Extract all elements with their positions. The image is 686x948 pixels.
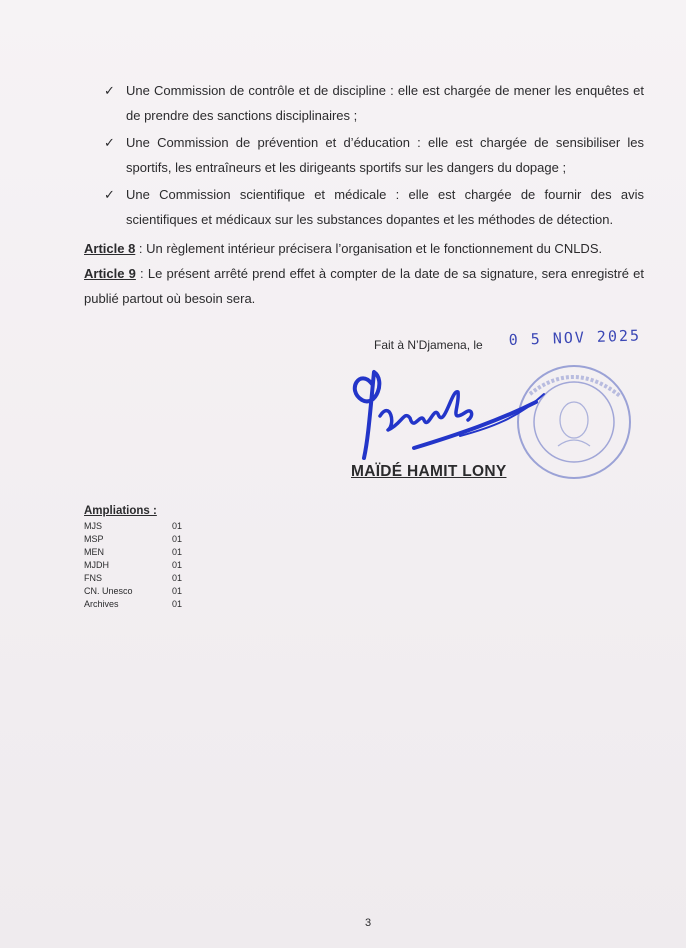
list-item xyxy=(104,78,644,128)
list-item xyxy=(84,559,182,572)
ampliation-count: 01 xyxy=(171,586,182,596)
commission-list xyxy=(104,78,644,234)
list-item-text: Une Commission de contrôle et de discipline : elle est chargée de mener les enquêtes et de prendre des sanctions disciplinaires ; xyxy=(126,83,644,123)
list-item xyxy=(84,598,182,611)
article-9-label: Article 9 xyxy=(84,266,136,281)
check-icon: ✓ xyxy=(104,187,115,202)
check-icon: ✓ xyxy=(104,135,115,150)
ampliation-count: 01 xyxy=(171,534,182,544)
article-9 xyxy=(84,261,644,311)
list-item xyxy=(84,546,182,559)
article-8-label: Article 8 xyxy=(84,241,136,256)
list-item xyxy=(84,585,182,598)
date-stamp: 0 5 NOV 2025 xyxy=(508,326,642,349)
ampliation-name: CN. Unesco xyxy=(84,586,133,596)
ampliation-name: MSP xyxy=(84,534,104,544)
ampliation-name: Archives xyxy=(84,599,119,609)
official-seal-icon xyxy=(518,366,630,478)
ampliations-list xyxy=(84,520,182,611)
ampliation-count: 01 xyxy=(171,599,182,609)
list-item-text: Une Commission scientifique et médicale : elle est chargée de fournir des avis scientifiques et médicaux sur les substances dopantes et les méthodes de détection. xyxy=(126,187,644,227)
page-number: 3 xyxy=(365,917,372,929)
ampliation-name: FNS xyxy=(84,573,102,583)
ampliation-count: 01 xyxy=(171,521,182,531)
list-item xyxy=(84,533,182,546)
ampliation-name: MJS xyxy=(84,521,102,531)
ampliation-count: 01 xyxy=(171,560,182,570)
article-8 xyxy=(84,236,644,261)
ampliation-count: 01 xyxy=(171,547,182,557)
list-item xyxy=(84,572,182,585)
ampliations-title: Ampliations : xyxy=(84,505,157,517)
ampliation-name: MJDH xyxy=(84,560,109,570)
signature-icon xyxy=(355,372,544,458)
list-item-text: Une Commission de prévention et d’éducation : elle est chargée de sensibiliser les sportifs, les entraîneurs et les dirigeants sportifs sur les dangers du dopage ; xyxy=(126,135,644,175)
place-date-text: Fait à N’Djamena, le xyxy=(374,338,483,352)
signatory-name: MAÏDÉ HAMIT LONY xyxy=(351,463,507,480)
list-item xyxy=(84,520,182,533)
ampliation-name: MEN xyxy=(84,547,104,557)
list-item xyxy=(104,182,644,232)
article-8-text: : Un règlement intérieur précisera l’organisation et le fonctionnement du CNLDS. xyxy=(135,241,603,256)
ampliation-count: 01 xyxy=(171,573,182,583)
list-item xyxy=(104,130,644,180)
check-icon: ✓ xyxy=(104,83,115,98)
article-9-text: : Le présent arrêté prend effet à compter de la date de sa signature, sera enregistré et publié partout où besoin sera. xyxy=(84,266,644,306)
